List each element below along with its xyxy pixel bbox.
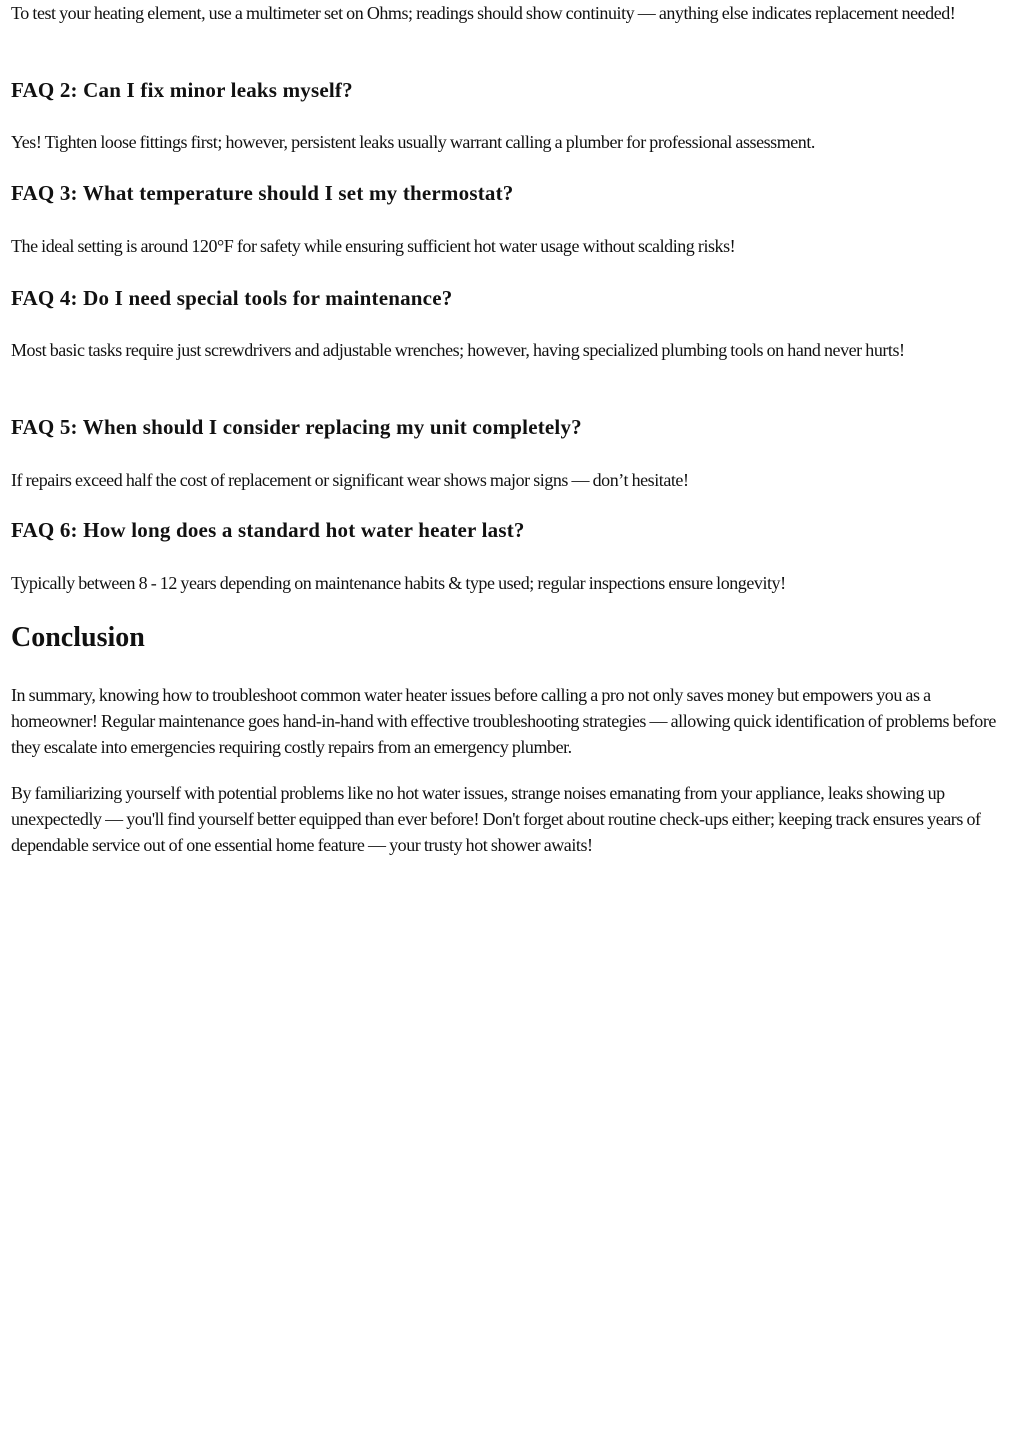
faq-3-answer: The ideal setting is around 120°F for safety while ensuring sufficient hot water usage without scalding risks! — [11, 236, 736, 256]
faq-5-answer: If repairs exceed half the cost of replacement or significant wear shows major signs — don’t hesitate! — [11, 470, 689, 490]
conclusion-heading: Conclusion — [11, 622, 145, 653]
faq-6-question: FAQ 6: How long does a standard hot water heater last? — [11, 518, 525, 542]
faq-5-question: FAQ 5: When should I consider replacing my unit completely? — [11, 415, 582, 439]
faq-4-question: FAQ 4: Do I need special tools for maintenance? — [11, 286, 453, 310]
faq-6-answer: Typically between 8 - 12 years depending on maintenance habits & type used; regular inspections ensure longevity! — [11, 573, 786, 593]
conclusion-paragraph-1: In summary, knowing how to troubleshoot common water heater issues before calling a pro not only saves money but empowers you as a homeowner! Regular maintenance goes hand-in-hand with effective troubleshooting strategies — allowing quick identification of problems before they escalate into emergencies requiring costly repairs from an emergency plumber. — [11, 685, 996, 757]
intro-paragraph: To test your heating element, use a multimeter set on Ohms; readings should show continuity — anything else indicates replacement needed! — [11, 3, 956, 23]
faq-4-answer: Most basic tasks require just screwdrivers and adjustable wrenches; however, having specialized plumbing tools on hand never hurts! — [11, 340, 905, 360]
faq-3-question: FAQ 3: What temperature should I set my thermostat? — [11, 181, 514, 205]
conclusion-paragraph-2: By familiarizing yourself with potential problems like no hot water issues, strange noises emanating from your appliance, leaks showing up unexpectedly — you'll find yourself better equipped than ever before! Don't forget about routine check-ups either; keeping track ensures years of dependable service out of one essential home feature — your trusty hot shower awaits! — [11, 783, 981, 855]
faq-2-question: FAQ 2: Can I fix minor leaks myself? — [11, 78, 353, 102]
faq-2-answer: Yes! Tighten loose fittings first; however, persistent leaks usually warrant calling a plumber for professional assessment. — [11, 132, 815, 152]
